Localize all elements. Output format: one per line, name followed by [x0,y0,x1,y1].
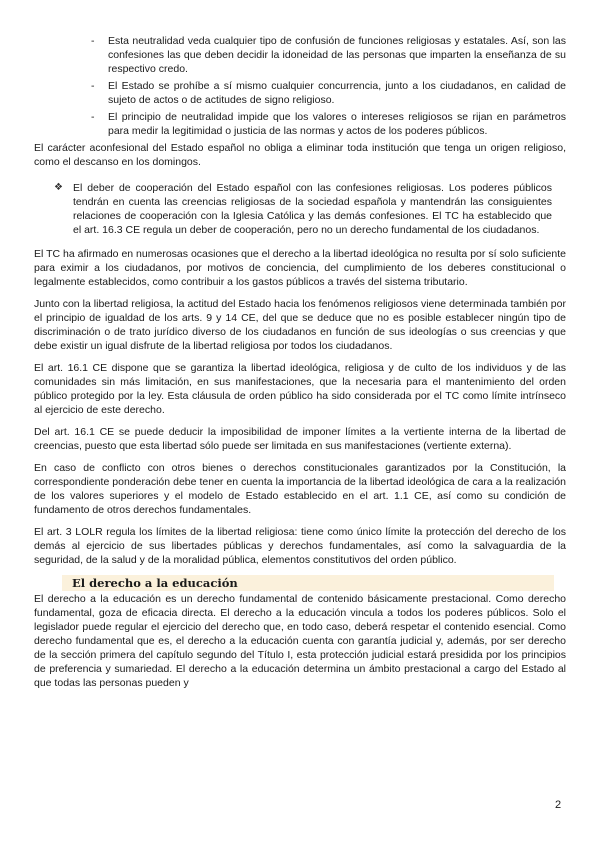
paragraph: El carácter aconfesional del Estado español no obliga a eliminar toda institución que tenga un origen religioso, como el descanso en los domingos. [34,142,566,168]
paragraph: El art. 3 LOLR regula los límites de la libertad religiosa: tiene como único límite la protección del derecho de los demás al ejercicio de sus libertades públicas y derechos fundamentales, así como la salvaguardia de la seguridad, de la salud y de la moralidad pública, elementos constitutivos del orden público. [34,526,566,566]
dash-bullet: - [91,80,95,92]
paragraph: El art. 16.1 CE dispone que se garantiza la libertad ideológica, religiosa y de culto de los individuos y de las comunidades sin más limitación, en sus manifestaciones, que la necesaria para el mantenimiento del orden público protegido por la ley. Esta cláusula de orden público ha sido considerada por el TC como límite intrínseco al ejercicio de este derecho. [34,362,566,416]
paragraph: El TC ha afirmado en numerosas ocasiones que el derecho a la libertad ideológica no resulta por sí solo suficiente para eximir a los ciudadanos, por motivos de conciencia, del cumplimiento de los deberes constitucional o legalmente establecidos, como contribuir a los gastos públicos a través del sistema tributario. [34,248,566,288]
paragraph: Del art. 16.1 CE se puede deducir la imposibilidad de imponer límites a la vertiente interna de la libertad de creencias, puesto que esta libertad sólo puede ser limitada en sus manifestaciones (vertiente externa). [34,426,566,452]
paragraph: En caso de conflicto con otros bienes o derechos constitucionales garantizados por la Constitución, la correspondiente ponderación debe tener en cuenta la importancia de la libertad ideológica de cara a la realización de los valores superiores y el modelo de Estado establecido en el art. 1.1 CE, así como su condición de fundamento de otros derechos fundamentales. [34,462,566,516]
list-item-text: Esta neutralidad veda cualquier tipo de confusión de funciones religiosas y estatales. Así, son las confesiones las que deben decidir la idoneidad de las personas que imparten la enseñanza de su respectivo credo. [108,35,566,75]
page-number: 2 [555,799,562,811]
list-item-text: El Estado se prohíbe a sí mismo cualquier concurrencia, junto a los ciudadanos, en calidad de sujeto de actos o de actitudes de signo religioso. [108,80,566,106]
list-item [91,79,566,107]
list-item-text: El principio de neutralidad impide que los valores o intereses religiosos se rijan en parámetros para medir la legitimidad o justicia de las normas y actos de los poderes públicos. [108,111,566,137]
list-item [91,110,566,138]
dash-bullet: - [91,111,95,123]
section-heading: El derecho a la educación [62,575,554,591]
diamond-item-text: El deber de cooperación del Estado español con las confesiones religiosas. Los poderes públicos tendrán en cuenta las creencias religiosas de la sociedad española y mantendrán las consiguientes relaciones de cooperación con la Iglesia Católica y las demás confesiones. El TC ha establecido que el art. 16.3 CE regula un deber de cooperación, pero no un derecho fundamental de los ciudadanos. [73,182,552,236]
document-page [34,34,566,698]
paragraph: Junto con la libertad religiosa, la actitud del Estado hacia los fenómenos religiosos viene determinada también por el principio de igualdad de los arts. 9 y 14 CE, del que se deduce que no es posible establecer ningún tipo de discriminación o de trato jurídico diverso de los ciudadanos en función de sus ideologías o sus creencias y que debe existir un igual disfrute de la libertad religiosa por todos los ciudadanos. [34,298,566,352]
list-item [91,34,566,76]
dash-list [91,34,566,138]
diamond-bullet-icon: ❖ [54,182,63,193]
dash-bullet: - [91,35,95,47]
diamond-bullet-item [54,181,552,237]
section-paragraph: El derecho a la educación es un derecho fundamental de contenido básicamente prestacional. Como derecho fundamental, goza de eficacia directa. El derecho a la educación vincula a todos los poderes públicos. Solo el legislador puede regular el ejercicio del derecho que, en todo caso, deberá respetar el contenido esencial. Como derecho fundamental que es, el derecho a la educación cuenta con garantía judicial y, además, por ser derecho de la sección primera del capítulo segundo del Título I, esta protección judicial estará presidida por los principios de preferencia y sumariedad. El derecho a la educación determina un ámbito prestacional a cargo del Estado al que todas las personas pueden y [34,593,566,689]
